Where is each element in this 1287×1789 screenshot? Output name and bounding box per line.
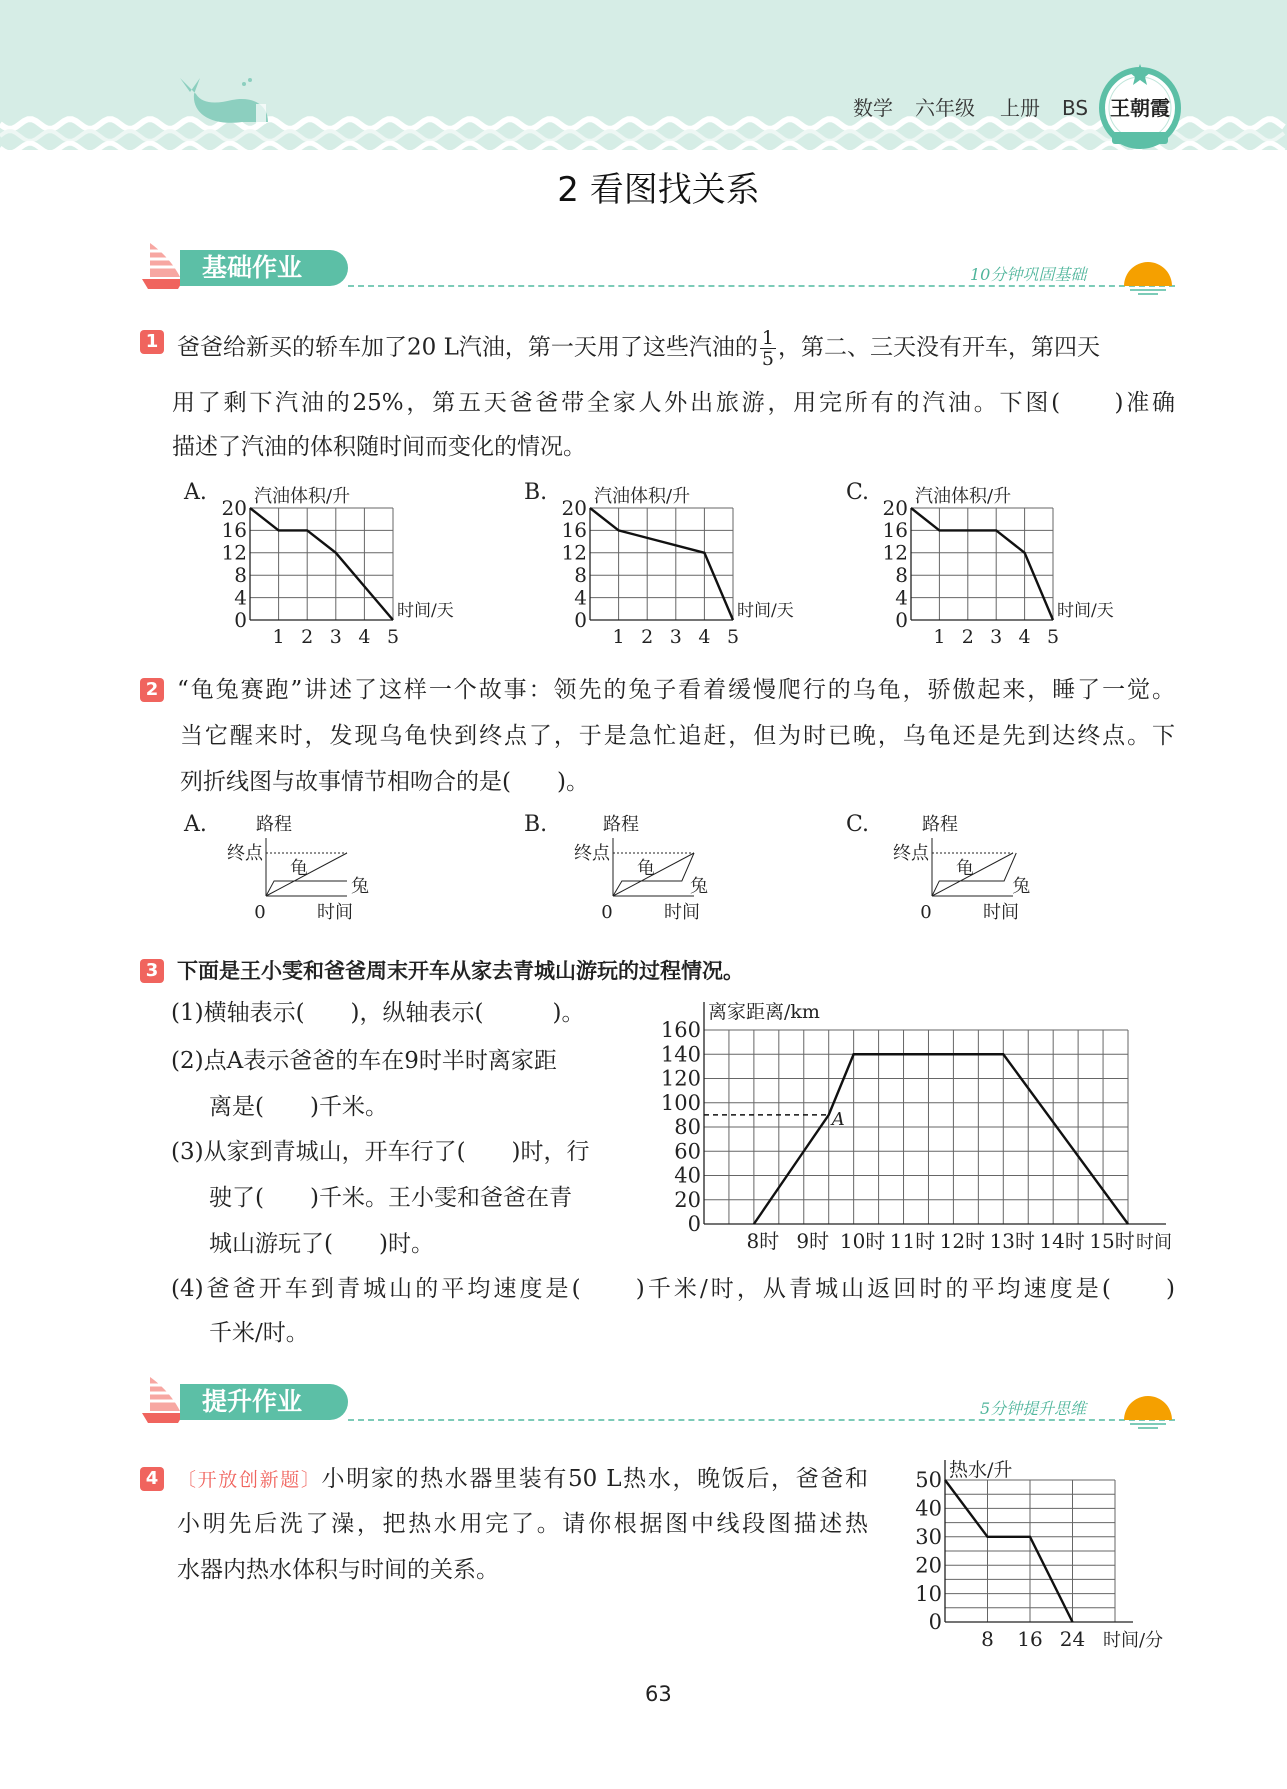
rabbit-label: 兔 [690, 876, 708, 897]
y-tick-label: 160 [660, 1018, 701, 1043]
x-axis-label: 时间 [1136, 1232, 1172, 1253]
y-tick-label: 30 [915, 1525, 942, 1549]
fraction-denominator: 5 [761, 348, 774, 370]
y-tick-label: 8 [574, 563, 587, 588]
x-tick-label: 24 [1059, 1627, 1086, 1651]
q1-option-b-label[interactable]: B. [524, 480, 548, 505]
x-axis-label: 时间 [983, 902, 1019, 923]
y-tick-label: 100 [660, 1090, 701, 1115]
edition-label: BS [1062, 96, 1089, 120]
y-axis-label: 热水/升 [949, 1459, 1013, 1481]
x-tick-label: 10时 [839, 1229, 886, 1253]
x-tick-label: 3 [990, 626, 1003, 648]
y-axis-label: 汽油体积/升 [254, 486, 351, 507]
chart-q4 [915, 1459, 1163, 1651]
q1-line2: 用了剩下汽油的25%，第五天爸爸带全家人外出旅游，用完所有的汽油。下图( )准确 [172, 390, 1175, 416]
q2-line1: “龟兔赛跑”讲述了这样一个故事：领先的兔子看着缓慢爬行的乌龟，骄傲起来，睡了一觉。 [177, 677, 1175, 703]
q1-option-c-label[interactable]: C. [846, 480, 870, 505]
y-axis-label: 汽油体积/升 [915, 486, 1012, 507]
chart-q2-A [227, 814, 369, 923]
y-tick-label: 0 [928, 1610, 942, 1635]
x-tick-label: 9时 [796, 1229, 830, 1253]
tortoise-label: 龟 [637, 858, 655, 879]
q3-item-1: (1)横轴表示( )，纵轴表示( )。 [171, 1000, 585, 1026]
finish-label: 终点 [893, 843, 929, 864]
y-tick-label: 4 [895, 585, 908, 610]
q1-text: ，第二、三天没有开车，第四天 [777, 334, 1100, 361]
x-axis-label: 时间 [317, 902, 353, 923]
y-tick-label: 40 [915, 1496, 942, 1521]
q1-option-a-label[interactable]: A. [184, 480, 207, 505]
x-tick-label: 1 [272, 626, 285, 648]
rabbit-label: 兔 [351, 876, 369, 897]
question-number-badge: 1 [140, 330, 164, 354]
y-tick-label: 20 [915, 1553, 942, 1578]
y-axis-label: 汽油体积/升 [594, 486, 691, 507]
x-tick-label: 16 [1017, 1627, 1043, 1651]
y-axis-label: 路程 [256, 814, 292, 835]
q3-item-3-cont: 驶了( )千米。王小雯和爸爸在青 [209, 1185, 572, 1211]
y-tick-label: 60 [674, 1139, 701, 1164]
y-tick-label: 16 [221, 518, 247, 543]
y-tick-label: 10 [915, 1581, 942, 1606]
y-tick-label: 20 [221, 495, 247, 520]
y-tick-label: 12 [221, 540, 247, 565]
x-tick-label: 15时 [1089, 1229, 1135, 1253]
y-tick-label: 16 [561, 518, 587, 543]
q3-item-3: (3)从家到青城山，开车行了( )时，行 [171, 1139, 590, 1165]
x-tick-label: 2 [301, 626, 314, 648]
tortoise-label: 龟 [956, 858, 974, 879]
chart-q1-B [562, 486, 794, 648]
q4-text: 小明家的热水器里装有50 L热水，晚饭后，爸爸和 [321, 1466, 868, 1492]
finish-label: 终点 [227, 843, 263, 864]
chart-q1-A [222, 486, 454, 648]
volume-label: 上册 [1000, 96, 1040, 120]
y-tick-label: 80 [674, 1115, 701, 1140]
question-number-badge: 3 [140, 959, 164, 983]
y-tick-label: 40 [674, 1163, 701, 1188]
question-number-badge: 4 [140, 1467, 164, 1491]
page-number: 63 [645, 1682, 672, 1706]
x-tick-label: 4 [358, 626, 371, 648]
x-tick-label: 5 [386, 626, 400, 648]
x-axis-label: 时间/天 [1057, 601, 1114, 621]
x-tick-label: 2 [641, 626, 654, 648]
y-tick-label: 4 [574, 585, 587, 610]
question-number-badge: 2 [140, 678, 164, 702]
x-tick-label: 3 [329, 626, 342, 648]
y-tick-label: 12 [561, 540, 587, 565]
x-tick-label: 4 [1018, 626, 1031, 648]
y-axis-label: 路程 [922, 814, 958, 835]
q4-line2: 小明先后洗了澡，把热水用完了。请你根据图中线段图描述热 [177, 1511, 868, 1537]
x-tick-label: 5 [726, 626, 740, 648]
y-tick-label: 16 [882, 518, 908, 543]
x-tick-label: 14时 [1039, 1229, 1085, 1253]
y-tick-label: 4 [234, 585, 247, 610]
y-tick-label: 20 [882, 495, 908, 520]
series-line-rabbit [266, 881, 347, 896]
q1-line3: 描述了汽油的体积随时间而变化的情况。 [172, 434, 586, 460]
page-title: 2 看图找关系 [557, 170, 760, 210]
q3-item-2: (2)点A表示爸爸的车在9时半时离家距 [171, 1048, 557, 1074]
x-axis-label: 时间 [664, 902, 700, 923]
y-tick-label: 0 [234, 607, 247, 632]
y-tick-label: 50 [915, 1468, 942, 1493]
open-question-tag: 〔开放创新题〕 [177, 1469, 322, 1491]
x-tick-label: 11时 [889, 1229, 936, 1253]
q3-heading: 下面是王小雯和爸爸周末开车从家去青城山游玩的过程情况。 [177, 959, 744, 983]
x-tick-label: 8 [981, 1627, 994, 1651]
q2-option-b-label[interactable]: B. [524, 812, 548, 837]
fraction-numerator: 1 [761, 327, 774, 349]
y-tick-label: 0 [895, 607, 908, 632]
y-tick-label: 0 [574, 607, 587, 632]
tortoise-label: 龟 [290, 858, 308, 879]
x-axis-label: 时间/天 [737, 601, 794, 621]
y-tick-label: 8 [234, 563, 247, 588]
y-tick-label: 12 [882, 540, 908, 565]
origin-label: 0 [254, 902, 266, 923]
x-tick-label: 5 [1046, 626, 1060, 648]
y-tick-label: 120 [660, 1066, 701, 1091]
q4-line3: 水器内热水体积与时间的关系。 [177, 1557, 499, 1583]
q3-item-4-cont: 千米/时。 [209, 1320, 309, 1346]
x-tick-label: 4 [698, 626, 711, 648]
x-tick-label: 2 [961, 626, 974, 648]
section-basic-note: 10分钟巩固基础 [970, 265, 1087, 284]
y-axis-label: 路程 [603, 814, 639, 835]
y-tick-label: 8 [895, 563, 908, 588]
y-tick-label: 20 [561, 495, 587, 520]
data-line [590, 508, 733, 620]
chart-q2-C [893, 814, 1030, 923]
section-advanced-header: 提升作业 [180, 1384, 348, 1420]
data-line [754, 1054, 1128, 1224]
x-tick-label: 13时 [989, 1229, 1036, 1253]
data-line [250, 508, 393, 620]
q3-item-3-cont2: 城山游玩了( )时。 [209, 1231, 434, 1257]
subject-label: 数学 [853, 96, 893, 120]
section-basic-header: 基础作业 [180, 250, 348, 286]
data-line [911, 508, 1053, 620]
q2-line2: 当它醒来时，发现乌龟快到终点了，于是急忙追赶，但为时已晚，乌龟还是先到达终点。下 [180, 723, 1175, 749]
y-tick-label: 140 [660, 1042, 701, 1067]
origin-label: 0 [920, 902, 932, 923]
y-tick-label: 0 [687, 1212, 701, 1237]
y-tick-label: 20 [674, 1187, 701, 1212]
x-tick-label: 1 [933, 626, 946, 648]
x-axis-label: 时间/分 [1103, 1630, 1164, 1651]
origin-label: 0 [601, 902, 613, 923]
x-tick-label: 3 [669, 626, 682, 648]
q2-option-a-label[interactable]: A. [184, 812, 207, 837]
grade-label: 六年级 [915, 96, 975, 120]
finish-label: 终点 [574, 843, 610, 864]
point-a-label: A [831, 1108, 845, 1130]
logo-text: 王朝霞 [1110, 96, 1170, 120]
chart-q2-B [574, 814, 708, 923]
chart-q1-C [883, 486, 1114, 648]
x-tick-label: 8时 [746, 1229, 780, 1253]
q3-item-2-cont: 离是( )千米。 [209, 1094, 388, 1120]
x-axis-label: 时间/天 [397, 601, 454, 621]
q2-option-c-label[interactable]: C. [846, 812, 870, 837]
chart-q3 [661, 1001, 1172, 1253]
q3-item-4: (4)爸爸开车到青城山的平均速度是( )千米/时，从青城山返回时的平均速度是( ) [171, 1276, 1175, 1302]
x-tick-label: 12时 [939, 1229, 986, 1253]
q2-line3: 列折线图与故事情节相吻合的是( )。 [180, 769, 589, 795]
section-advanced-note: 5分钟提升思维 [980, 1399, 1087, 1418]
x-tick-label: 1 [612, 626, 625, 648]
rabbit-label: 兔 [1012, 876, 1031, 897]
q1-text: 爸爸给新买的轿车加了20 L汽油，第一天用了这些汽油的 [177, 334, 758, 361]
y-axis-label: 离家距离/km [708, 1001, 820, 1023]
